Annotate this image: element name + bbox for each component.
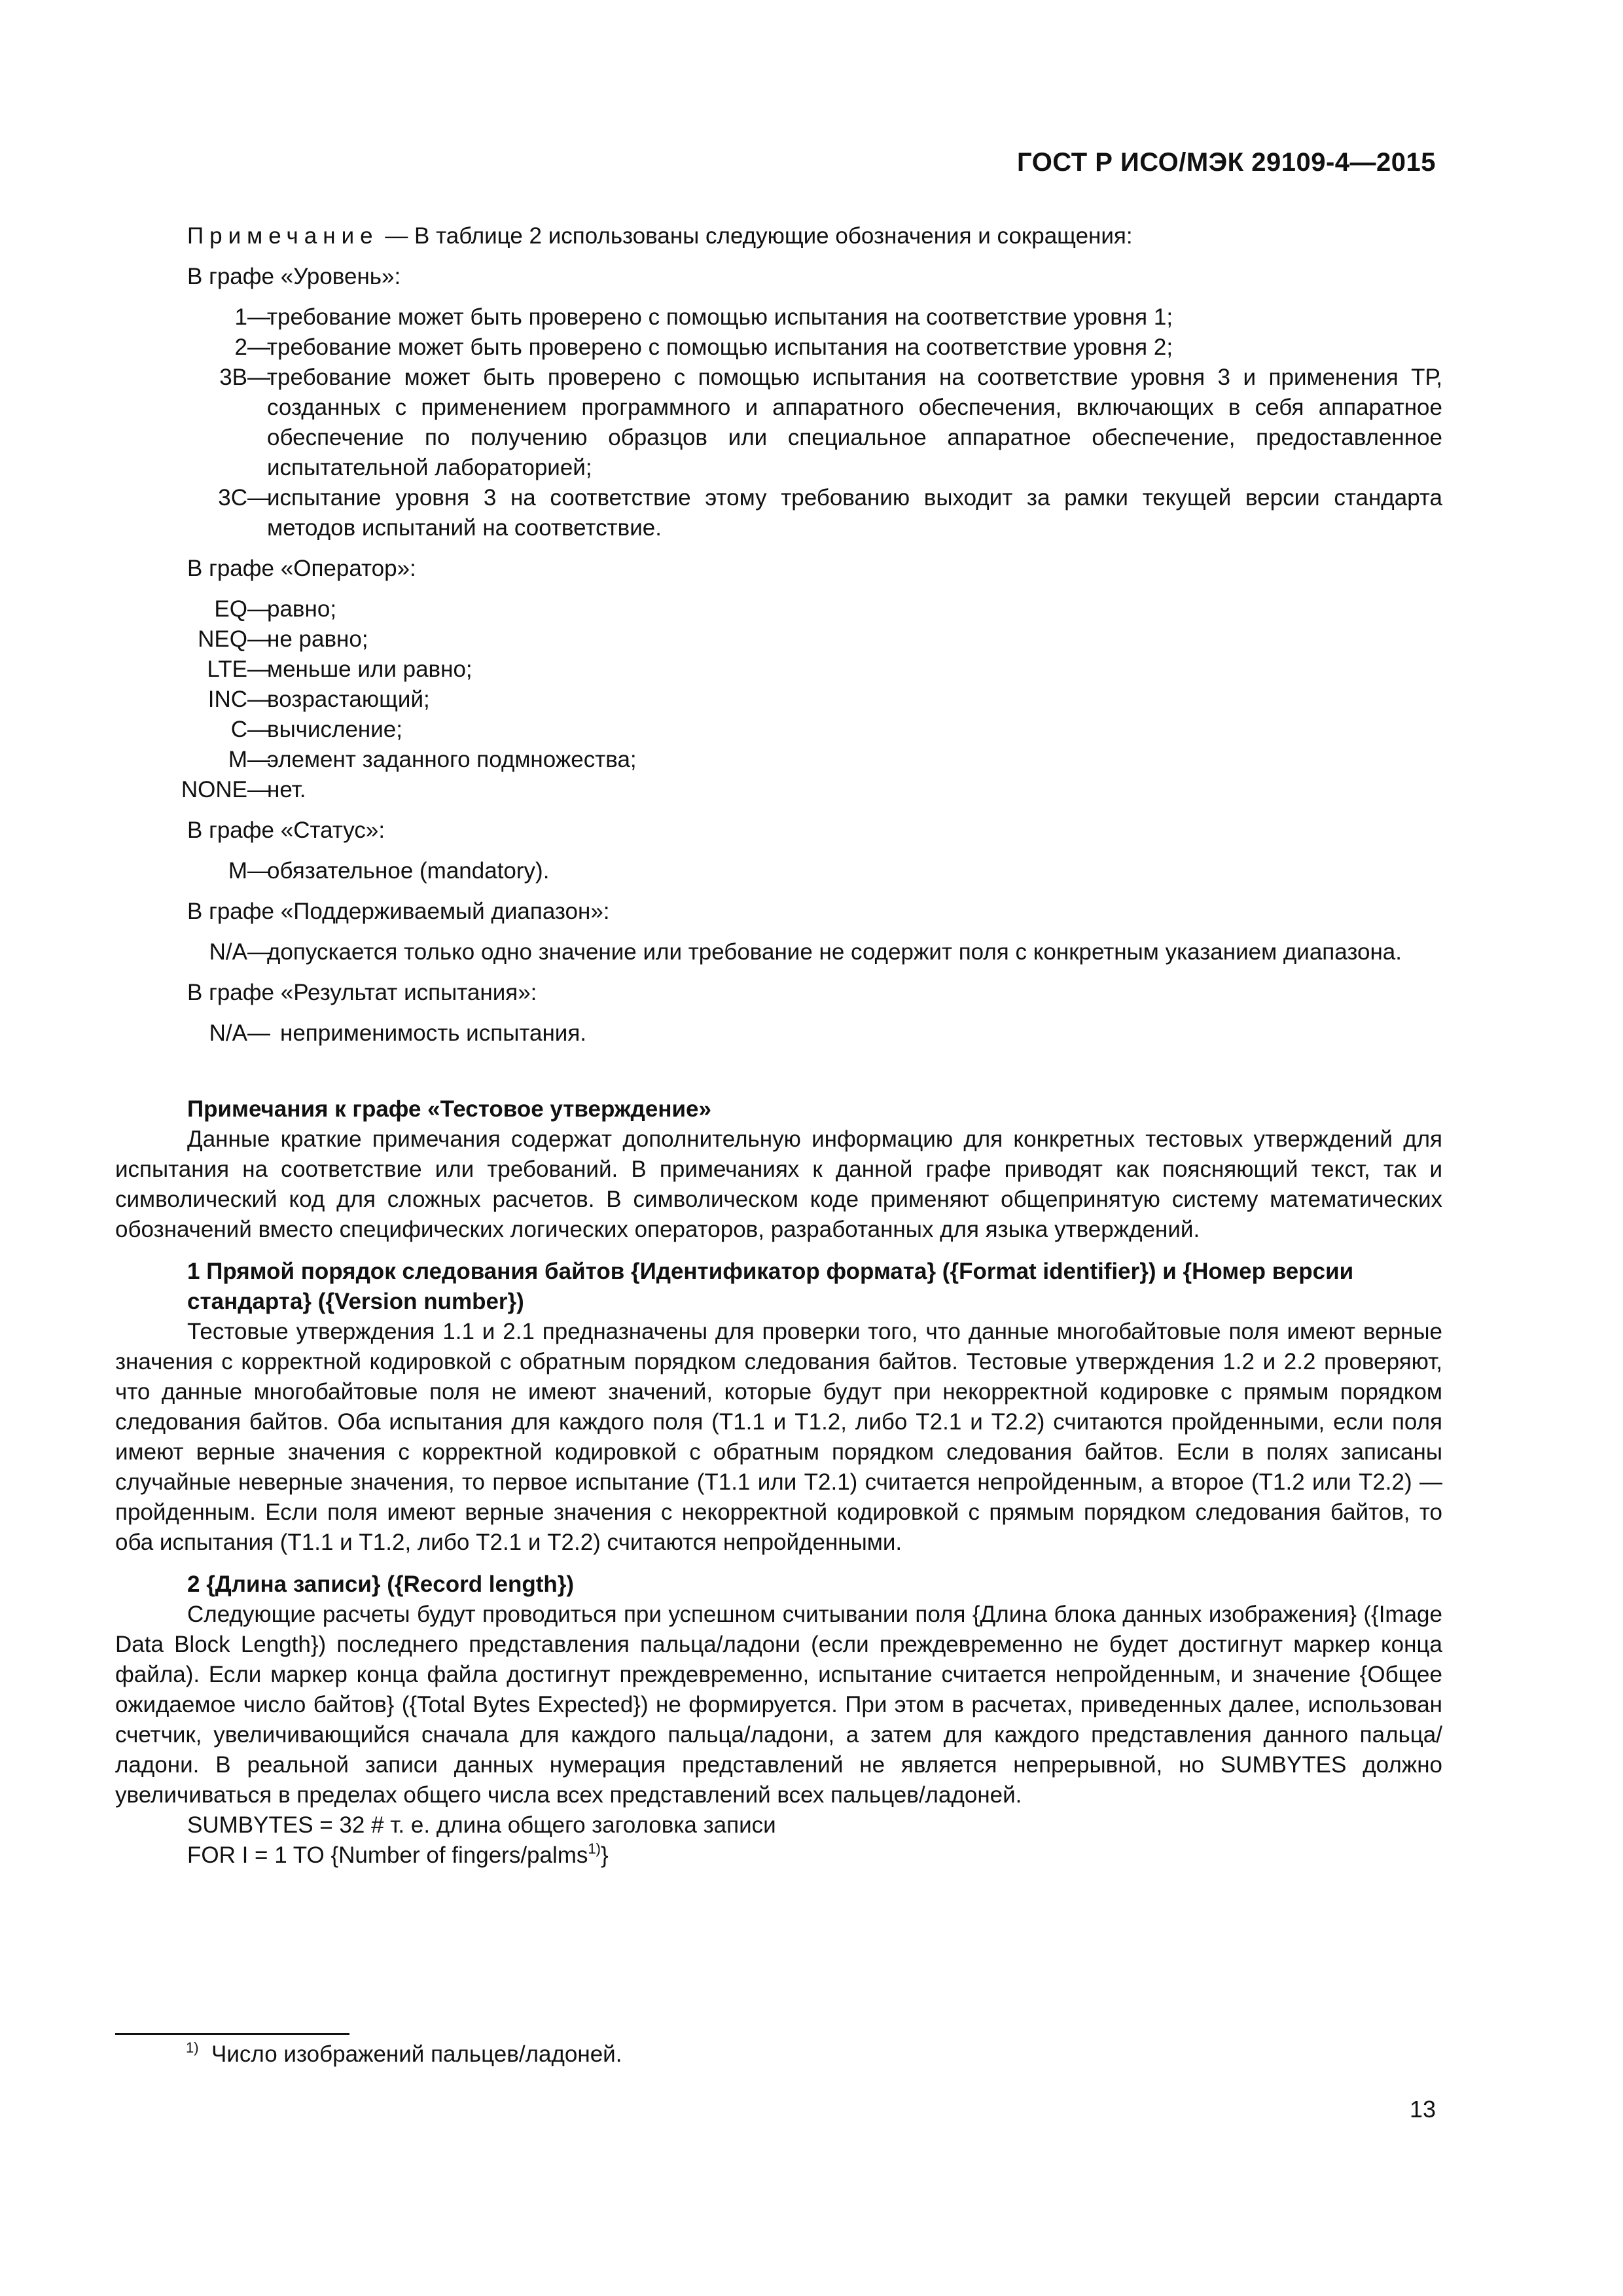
range-heading: В графе «Поддерживаемый диапазон»: — [187, 899, 610, 924]
definition-text: неприменимость испытания. — [280, 1020, 587, 1046]
level-definitions — [115, 302, 1442, 543]
definition-term: M — [228, 858, 247, 884]
definition-text: допускается только одно значение или требование не содержит поля с конкретным указанием диапазона. — [267, 939, 1402, 965]
definition-text: возрастающий; — [267, 687, 430, 712]
definition-text: требование может быть проверено с помощью испытания на соответствие уровня 3 и применения ТР, созданных с применением программного и аппаратного обеспечения, включающих в себя аппаратное обеспечение по получению образцов или специальное аппаратное обеспечение, предоставленное испытательной лабораторией; — [267, 365, 1442, 480]
footnote-mark: 1) — [186, 2039, 199, 2056]
note-text: — В таблице 2 использованы следующие обозначения и сокращения: — [378, 223, 1133, 249]
definition-row: M — обязательное (mandatory). — [115, 856, 1442, 886]
section-1-paragraph: Тестовые утверждения 1.1 и 2.1 предназначены для проверки того, что данные многобайтовые поля имеют верные значения с корректной кодировкой с обратным порядком следования байтов. Тестовые утверждения 1.2 и 2.2 проверяют, что данные многобайтовые поля не имеют значений, которые будут при некорректной кодировке с прямым порядком следования байтов. Оба испытания для каждого поля (Т1.1 и Т1.2, либо Т2.1 и Т2.2) считаются пройденными, если поля имеют верные значения с корректной кодировкой с обратным порядком следования байтов. Если в полях записаны случайные неверные значения, то первое испытание (Т1.1 или Т2.1) считается непройденным, а второе (Т1.2 или Т2.2) — пройденным. Если поля имеют верные значения с некорректной кодировкой с прямым порядком следования байтов, то оба испытания (Т1.1 и Т1.2, либо Т2.1 и Т2.2) считаются непройденными. — [115, 1319, 1442, 1555]
definition-term: 3B — [219, 365, 247, 390]
test-notes-heading: Примечания к графе «Тестовое утверждение» — [187, 1096, 711, 1122]
result-definitions — [115, 1018, 1442, 1049]
code-line — [115, 1840, 1442, 1871]
definition-row: 3B — требование может быть проверено с помощью испытания на соответствие уровня 3 и применения ТР, созданных с применением программного и аппаратного обеспечения, включающих в себя аппаратное обеспечение по получению образцов или специальное аппаратное обеспечение, предоставленное испытательной лабораторией; — [115, 363, 1442, 483]
page-content — [115, 221, 1442, 1871]
result-heading: В графе «Результат испытания»: — [187, 980, 537, 1005]
definition-term: N/A — [209, 1020, 247, 1046]
section-2-heading: 2 {Длина записи} ({Record length}) — [187, 1571, 575, 1597]
footnote-divider — [115, 2033, 349, 2035]
definition-text: требование может быть проверено с помощью испытания на соответствие уровня 1; — [267, 304, 1173, 330]
definition-term: 3C — [218, 485, 247, 511]
operator-heading: В графе «Оператор»: — [187, 556, 416, 581]
definition-row: 2 — требование может быть проверено с помощью испытания на соответствие уровня 2; — [115, 332, 1442, 363]
definition-row: NEQ — не равно; — [115, 624, 1442, 655]
definition-text: требование может быть проверено с помощью испытания на соответствие уровня 2; — [267, 334, 1173, 360]
level-heading: В графе «Уровень»: — [187, 264, 401, 289]
definition-row: 3C — испытание уровня 3 на соответствие этому требованию выходит за рамки текущей версии стандарта методов испытаний на соответствие. — [115, 483, 1442, 543]
footnote-ref: 1) — [588, 1840, 601, 1857]
document-header: ГОСТ Р ИСО/МЭК 29109-4—2015 — [1017, 148, 1436, 177]
status-definitions — [115, 856, 1442, 886]
footnote — [186, 2039, 622, 2070]
operator-definitions — [115, 594, 1442, 805]
definition-term: C — [230, 717, 247, 742]
definition-term: NEQ — [198, 626, 247, 652]
definition-row: NONE — нет. — [115, 775, 1442, 805]
definition-term: 1 — [234, 304, 247, 330]
definition-text: испытание уровня 3 на соответствие этому требованию выходит за рамки текущей версии стандарта методов испытаний на соответствие. — [267, 485, 1442, 541]
note-label: Примечание — [187, 223, 379, 249]
definition-text: не равно; — [267, 626, 368, 652]
definition-row: LTE — меньше или равно; — [115, 655, 1442, 685]
note-line — [115, 221, 1442, 251]
definition-text: меньше или равно; — [267, 656, 473, 682]
definition-text: элемент заданного подмножества; — [267, 747, 637, 772]
definition-term: NONE — [181, 777, 247, 802]
definition-text: вычисление; — [267, 717, 402, 742]
code-text-end: } — [600, 1842, 609, 1868]
definition-row: 1 — требование может быть проверено с помощью испытания на соответствие уровня 1; — [115, 302, 1442, 332]
definition-row: EQ — равно; — [115, 594, 1442, 624]
footnote-text: Число изображений пальцев/ладоней. — [211, 2041, 622, 2067]
definition-term: 2 — [234, 334, 247, 360]
range-definitions — [115, 937, 1442, 967]
definition-term: INC — [207, 687, 247, 712]
page-number: 13 — [1409, 2096, 1436, 2123]
definition-term: EQ — [214, 596, 247, 622]
code-text: FOR I = 1 TO {Number of fingers/palms — [187, 1842, 588, 1868]
definition-row: M — элемент заданного подмножества; — [115, 745, 1442, 775]
definition-text: равно; — [267, 596, 337, 622]
code-line: SUMBYTES = 32 # т. е. длина общего заголовка записи — [187, 1812, 776, 1838]
section-2-paragraph: Следующие расчеты будут проводиться при успешном считывании поля {Длина блока данных изображения} ({Image Data Block Length}) последнего представления пальца/ладони (если преждевременно не будет достигнут маркер конца файла). Если маркер конца файла достигнут преждевременно, испытание считается непройденным, и значение {Общее ожидаемое число байтов} ({Total Bytes Expected}) не формируется. При этом в расчетах, приведенных далее, использован счетчик, увеличивающийся сначала для каждого пальца/ладони, а затем для каждого представления данного пальца/ладони. В реальной записи данных нумерация представлений не является непрерывной, но SUMBYTES должно увеличиваться в пределах общего числа всех представлений всех пальцев/ладоней. — [115, 1602, 1442, 1808]
definition-row: N/A — допускается только одно значение или требование не содержит поля с конкретным указанием диапазона. — [115, 937, 1442, 967]
section-1-heading: 1 Прямой порядок следования байтов {Идентификатор формата} ({Format identifier}) и {Номер версии стандарта} ({Version number}) — [187, 1259, 1354, 1314]
definition-row: INC — возрастающий; — [115, 685, 1442, 715]
test-notes-paragraph: Данные краткие примечания содержат дополнительную информацию для конкретных тестовых утверждений для испытания на соответствие или требований. В примечаниях к данной графе приводят как поясняющий текст, так и символический код для сложных расчетов. В символическом коде применяют общепринятую систему математических обозначений вместо специфических логических операторов, разработанных для языка утверждений. — [115, 1126, 1442, 1242]
definition-text: обязательное (mandatory). — [267, 858, 550, 884]
definition-term: M — [228, 747, 247, 772]
definition-term: LTE — [207, 656, 247, 682]
definition-term: N/A — [209, 939, 247, 965]
definition-row: C — вычисление; — [115, 715, 1442, 745]
definition-text: нет. — [267, 777, 306, 802]
definition-row: N/A — неприменимость испытания. — [115, 1018, 1442, 1049]
status-heading: В графе «Статус»: — [187, 817, 385, 843]
